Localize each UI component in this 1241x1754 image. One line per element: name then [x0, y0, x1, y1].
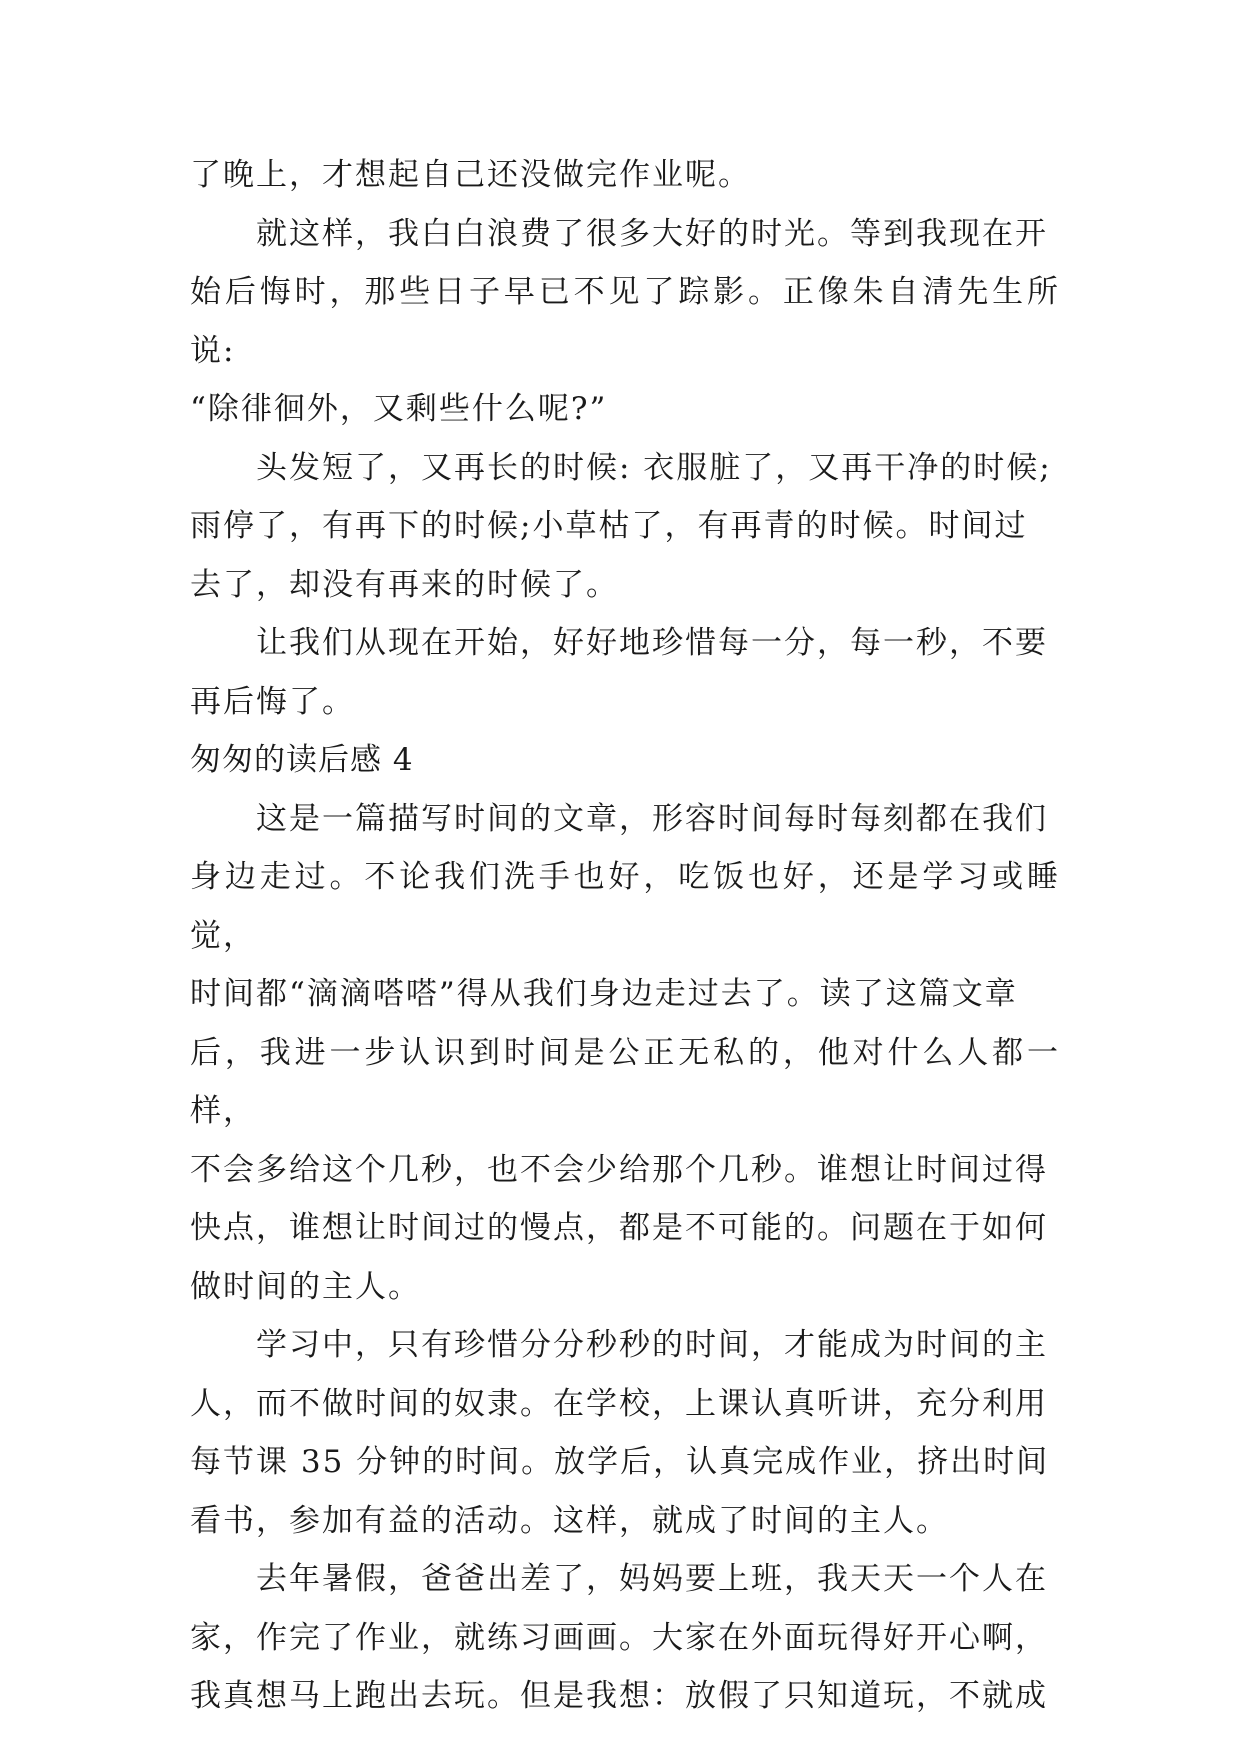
paragraph [190, 1316, 1060, 1550]
paragraph [190, 146, 1060, 205]
text-line: 学习中，只有珍惜分分秒秒的时间，才能成为时间的主 [256, 1327, 1048, 1363]
text-line: 头发短了，又再长的时候: 衣服脏了，又再干净的时候; [256, 449, 1052, 486]
document-body [190, 146, 1060, 1726]
text-line: 时间都“滴滴嗒嗒”得从我们身边走过去了。读了这篇文章 [190, 976, 1018, 1012]
text-line: 身边走过。不论我们洗手也好，吃饭也好，还是学习或睡觉， [190, 859, 1060, 954]
text-line: 做时间的主人。 [190, 1268, 421, 1305]
text-line: 始后悔时，那些日子早已不见了踪影。正像朱自清先生所说: [190, 274, 1060, 369]
text-line: 不会多给这个几秒，也不会少给那个几秒。谁想让时间过得 [190, 1151, 1048, 1188]
text-line: 让我们从现在开始，好好地珍惜每一分，每一秒，不要 [256, 625, 1048, 661]
text-line: 去了，却没有再来的时候了。 [190, 566, 619, 603]
text-line: 看书，参加有益的活动。这样，就成了时间的主人。 [190, 1502, 949, 1539]
paragraph [190, 205, 1060, 439]
text-line: 了晚上，才想起自己还没做完作业呢。 [190, 157, 751, 193]
text-line: 这是一篇描写时间的文章，形容时间每时每刻都在我们 [256, 800, 1048, 837]
text-line: 雨停了，有再下的时候;小草枯了，有再青的时候。时间过 [190, 508, 1028, 544]
section-title: 匆匆的读后感 4 [190, 742, 414, 778]
text-line: 去年暑假，爸爸出差了，妈妈要上班，我天天一个人在 [256, 1561, 1048, 1597]
text-line: 每节课 35 分钟的时间。放学后，认真完成作业，挤出时间 [190, 1444, 1050, 1480]
text-line: 后，我进一步认识到时间是公正无私的，他对什么人都一样， [190, 1034, 1060, 1129]
text-line: 我真想马上跑出去玩。但是我想：放假了只知道玩，不就成 [190, 1678, 1048, 1714]
text-line: “除徘徊外，又剩些什么呢?” [190, 391, 608, 427]
text-line: 家，作完了作业，就练习画画。大家在外面玩得好开心啊， [190, 1619, 1048, 1656]
paragraph [190, 790, 1060, 1317]
text-line: 快点，谁想让时间过的慢点，都是不可能的。问题在于如何 [190, 1210, 1048, 1246]
paragraph [190, 1550, 1060, 1726]
text-line: 人，而不做时间的奴隶。在学校，上课认真听讲，充分利用 [190, 1385, 1048, 1422]
paragraph [190, 614, 1060, 731]
text-line: 再后悔了。 [190, 683, 355, 720]
paragraph [190, 439, 1060, 615]
text-line: 就这样，我白白浪费了很多大好的时光。等到我现在开 [256, 215, 1048, 252]
